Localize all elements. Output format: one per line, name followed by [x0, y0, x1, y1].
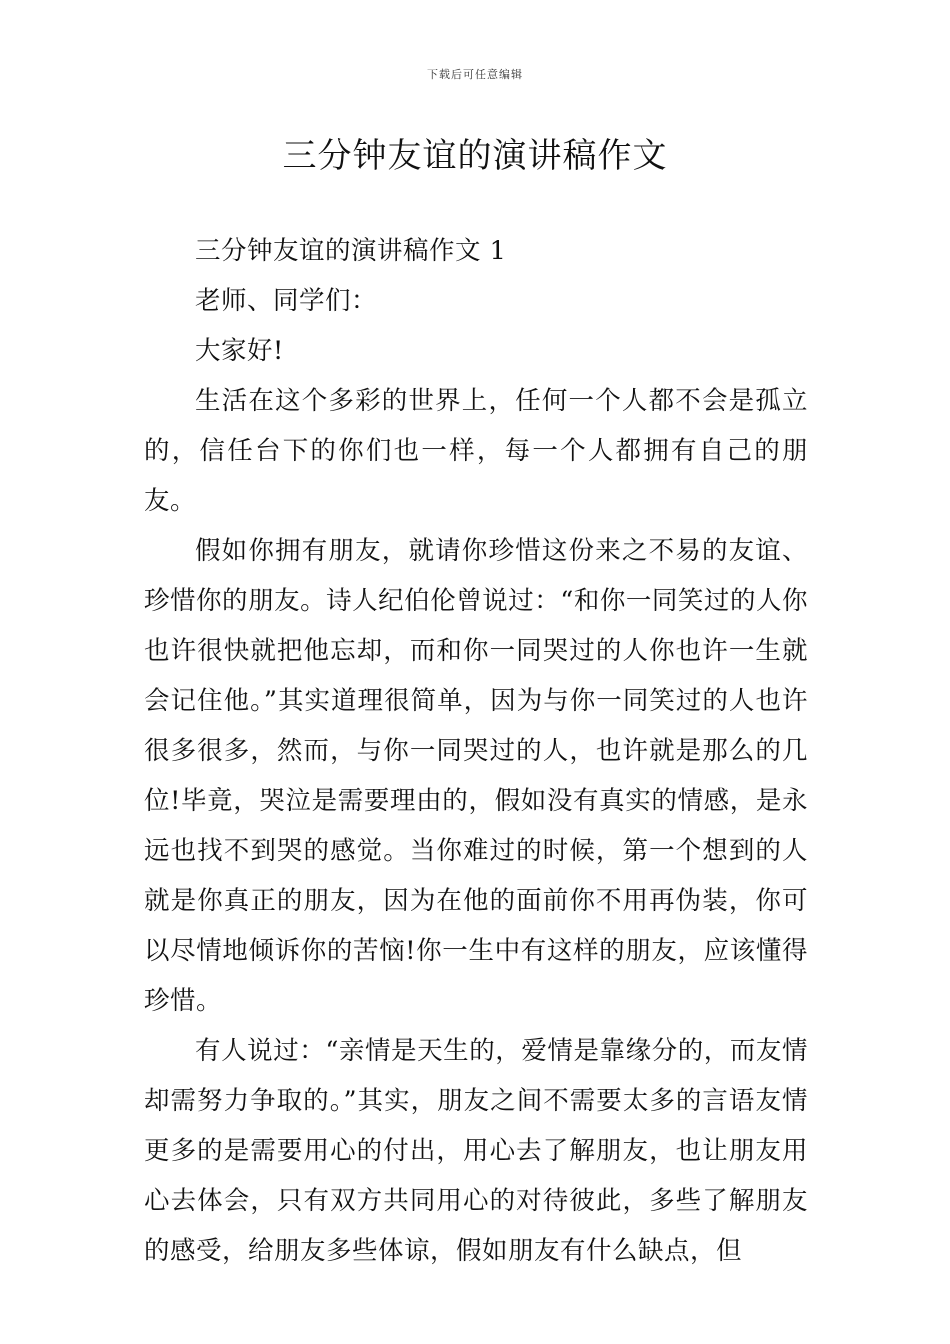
paragraph-greeting: 大家好! [195, 336, 284, 366]
header-note: 下载后可任意编辑 [427, 68, 523, 81]
paragraph-salutation: 老师、同学们： [195, 286, 378, 316]
paragraph-friendship-effort: 有人说过：“亲情是天生的，爱情是靠缘分的，而友情却需努力争取的。”其实，朋友之间不需要太多的言语友情更多的是需要用心的付出，用心去了解朋友，也让朋友用心去体会，只有双方共同用心的对待彼此，多些了解朋友的感受，给朋友多些体谅，假如朋友有什么缺点，但 [144, 1036, 808, 1266]
paragraph-subtitle: 三分钟友谊的演讲稿作文 1 [195, 236, 507, 266]
document-title: 三分钟友谊的演讲稿作文 [282, 136, 668, 176]
paragraph-cherish-friends: 假如你拥有朋友，就请你珍惜这份来之不易的友谊、珍惜你的朋友。诗人纪伯伦曾说过：“和你一同笑过的人你也许很快就把他忘却，而和你一同哭过的人你也许一生就会记住他。”其实道理很简单，因为与你一同笑过的人也许很多很多，然而，与你一同哭过的人，也许就是那么的几位!毕竟，哭泣是需要理由的，假如没有真实的情感，是永远也找不到哭的感觉。当你难过的时候，第一个想到的人就是你真正的朋友，因为在他的面前你不用再伪装，你可以尽情地倾诉你的苦恼!你一生中有这样的朋友，应该懂得珍惜。 [144, 536, 808, 1016]
paragraph-intro: 生活在这个多彩的世界上，任何一个人都不会是孤立的，信任台下的你们也一样，每一个人都拥有自己的朋友。 [144, 386, 808, 516]
document-body [144, 226, 808, 1276]
